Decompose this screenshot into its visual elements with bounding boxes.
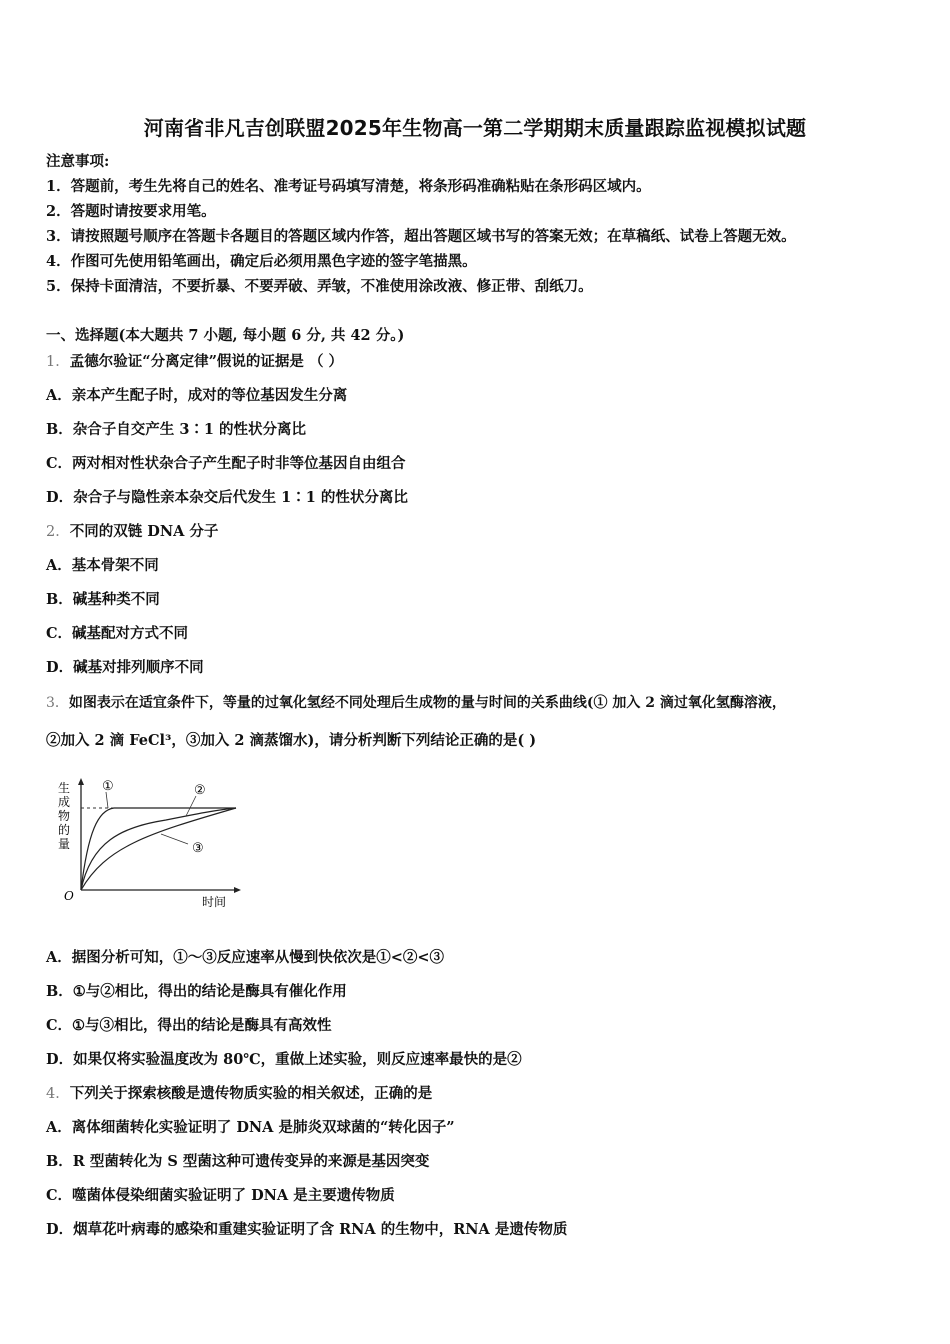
ylabel-char: 的 — [58, 823, 71, 837]
option-letter: C． — [46, 1017, 73, 1034]
option-letter: A． — [46, 557, 72, 574]
option-text: 两对相对性状杂合子产生配子时非等位基因自由组合 — [72, 455, 406, 472]
question-number: 2． — [46, 524, 70, 540]
notice-item: 2．答题时请按要求用笔。 — [46, 203, 216, 220]
option-b — [46, 420, 306, 440]
option-text: 碱基对排列顺序不同 — [73, 659, 204, 676]
option-letter: D． — [46, 659, 74, 676]
curve-graph — [46, 772, 246, 912]
option-letter: A． — [46, 387, 72, 404]
option-c — [46, 624, 188, 644]
option-b — [46, 590, 160, 610]
origin-label: O — [64, 889, 74, 903]
option-text: 据图分析可知，①～③反应速率从慢到快依次是①<②<③ — [71, 949, 445, 966]
option-text: 碱基配对方式不同 — [72, 625, 189, 642]
option-letter: B． — [46, 421, 73, 438]
option-a — [46, 948, 444, 968]
question-2-stem — [46, 522, 218, 542]
notice-item: 1．答题前，考生先将自己的姓名、准考证号码填写清楚，将条形码准确粘贴在条形码区域内。 — [46, 178, 651, 195]
question-3-stem-line1 — [46, 693, 786, 713]
curve-label-1: ① — [102, 779, 114, 794]
curve-3 — [81, 808, 236, 890]
option-text: R 型菌转化为 S 型菌这种可遗传变异的来源是基因突变 — [72, 1153, 430, 1170]
question-number: 3． — [46, 695, 69, 711]
curve-label-3: ③ — [192, 841, 204, 856]
section-heading: 一、选择题(本大题共 7 小题, 每小题 6 分, 共 42 分。) — [46, 327, 405, 344]
option-text: 如果仅将实验温度改为 80℃，重做上述实验，则反应速率最快的是② — [73, 1051, 522, 1068]
option-letter: A． — [46, 1119, 72, 1136]
option-d — [46, 658, 204, 678]
option-c — [46, 1186, 395, 1206]
option-letter: C． — [46, 625, 73, 642]
question-text: 下列关于探索核酸是遗传物质实验的相关叙述，正确的是 — [69, 1085, 433, 1102]
leader-3 — [161, 834, 188, 844]
option-letter: D． — [46, 1051, 74, 1068]
curve-1 — [81, 808, 236, 890]
option-letter: B． — [46, 1153, 73, 1170]
option-text: 噬菌体侵染细菌实验证明了 DNA 是主要遗传物质 — [72, 1187, 395, 1204]
notice-item: 4．作图可先使用铅笔画出，确定后必须用黑色字迹的签字笔描黑。 — [46, 253, 477, 270]
option-a — [46, 556, 159, 576]
option-text: 杂合子与隐性亲本杂交后代发生 1∶1 的性状分离比 — [73, 489, 408, 506]
ylabel-char: 物 — [58, 809, 71, 823]
question-text: 不同的双链 DNA 分子 — [69, 523, 219, 540]
option-d — [46, 1220, 567, 1240]
notice-item: 3．请按照题号顺序在答题卡各题目的答题区域内作答，超出答题区域书写的答案无效；在草稿纸、试卷上答题无效。 — [46, 228, 796, 245]
option-letter: D． — [46, 1221, 74, 1238]
question-text: 如图表示在适宜条件下，等量的过氧化氢经不同处理后生成物的量与时间的关系曲线(① 加入 2 滴过氧化氢酶溶液， — [68, 695, 786, 711]
y-axis-arrow — [78, 778, 84, 785]
question-3-stem-line2: ②加入 2 滴 FeCl³，③加入 2 滴蒸馏水)，请分析判断下列结论正确的是( ) — [46, 732, 537, 749]
xlabel: 时间 — [202, 895, 227, 909]
notice-heading: 注意事项: — [46, 153, 110, 170]
option-b — [46, 1152, 429, 1172]
option-b — [46, 982, 347, 1002]
question-number: 4． — [46, 1086, 70, 1102]
option-letter: C． — [46, 455, 73, 472]
question-4-stem — [46, 1084, 432, 1104]
ylabel-char: 成 — [58, 795, 71, 809]
ylabel-char: 生 — [58, 781, 71, 795]
option-text: ①与②相比，得出的结论是酶具有催化作用 — [72, 983, 347, 1000]
option-text: 烟草花叶病毒的感染和重建实验证明了含 RNA 的生物中，RNA 是遗传物质 — [73, 1221, 568, 1238]
question-1-stem — [46, 352, 343, 372]
option-c — [46, 454, 406, 474]
x-axis-arrow — [234, 887, 241, 893]
option-text: 杂合子自交产生 3∶1 的性状分离比 — [72, 421, 307, 438]
option-letter: C． — [46, 1187, 73, 1204]
notice-item: 5．保持卡面清洁，不要折暴、不要弄破、弄皱，不准使用涂改液、修正带、刮纸刀。 — [46, 278, 593, 295]
option-letter: A． — [46, 949, 72, 966]
reaction-curve-figure — [46, 772, 246, 916]
option-d — [46, 488, 408, 508]
question-number: 1． — [46, 354, 70, 370]
curve-label-2: ② — [194, 783, 206, 798]
option-letter: B． — [46, 591, 73, 608]
option-text: 基本骨架不同 — [71, 557, 159, 574]
option-d — [46, 1050, 522, 1070]
leader-2 — [186, 796, 196, 816]
option-letter: D． — [46, 489, 74, 506]
option-text: 离体细菌转化实验证明了 DNA 是肺炎双球菌的“转化因子” — [71, 1119, 455, 1136]
option-text: 亲本产生配子时，成对的等位基因发生分离 — [71, 387, 348, 404]
page-title: 河南省非凡吉创联盟2025年生物高一第二学期期末质量跟踪监视模拟试题 — [143, 116, 807, 140]
option-a — [46, 386, 347, 406]
leader-1 — [106, 792, 108, 808]
option-c — [46, 1016, 332, 1036]
question-text: 孟德尔验证“分离定律”假说的证据是 （ ） — [69, 353, 344, 370]
option-a — [46, 1118, 455, 1138]
option-letter: B． — [46, 983, 73, 1000]
option-text: 碱基种类不同 — [72, 591, 160, 608]
option-text: ①与③相比，得出的结论是酶具有高效性 — [72, 1017, 332, 1034]
ylabel-char: 量 — [58, 837, 71, 851]
curve-2 — [81, 808, 236, 890]
